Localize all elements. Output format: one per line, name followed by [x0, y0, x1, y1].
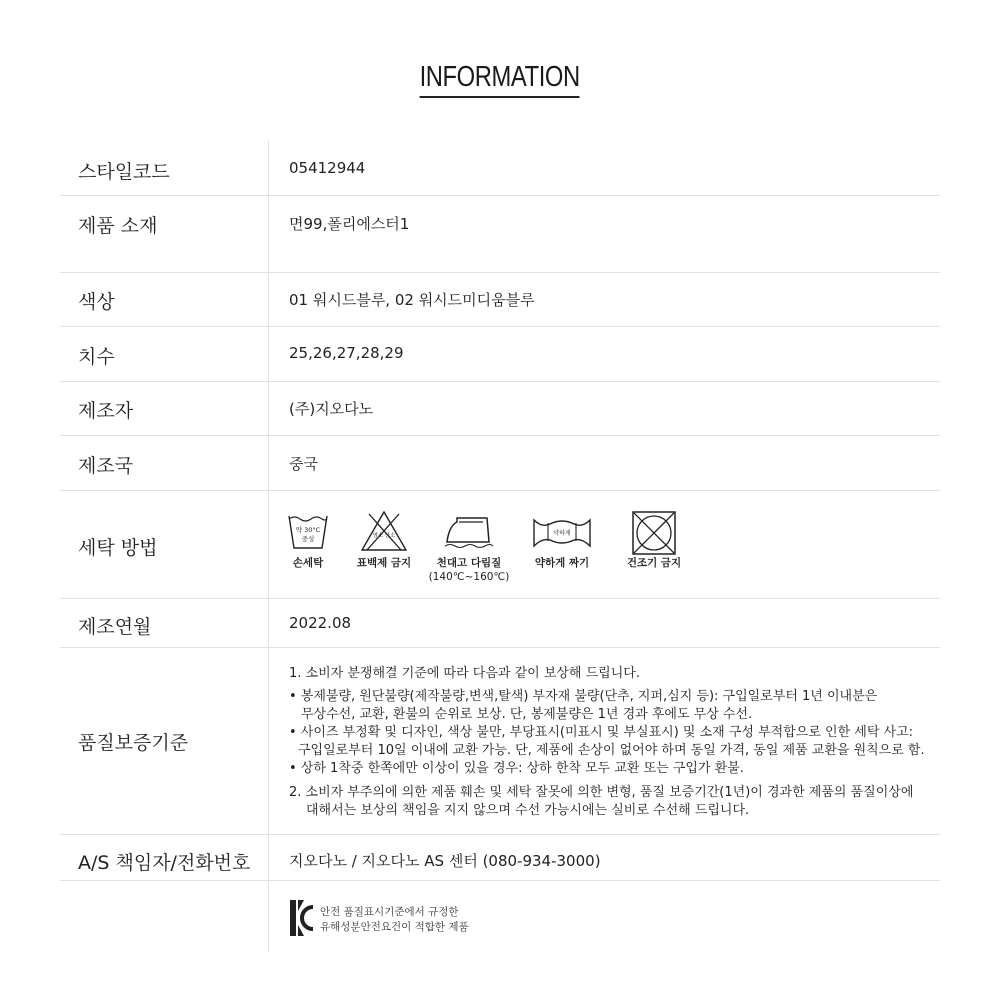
- country-label: 제조국: [78, 455, 134, 477]
- chlorine-text: 염소: [372, 533, 384, 539]
- row-divider: [60, 326, 940, 327]
- material-label: 제품 소재: [78, 215, 158, 237]
- color-value: 01 워시드블루, 02 워시드미디움블루: [289, 291, 535, 309]
- no-tumble-dry-icon: [629, 510, 679, 556]
- as-label: A/S 책임자/전화번호: [78, 852, 251, 874]
- quality-label: 품질보증기준: [78, 732, 189, 754]
- gentle-wring-caption: 약하게 짜기: [534, 557, 590, 569]
- hand-wash-caption: 손세탁: [292, 557, 324, 569]
- kc-certification-icon: [289, 899, 315, 941]
- row-divider: [60, 880, 940, 881]
- quality-line-1: 1. 소비자 분쟁해결 기준에 따라 다음과 같이 보상해 드립니다.: [289, 666, 640, 681]
- row-divider: [60, 490, 940, 491]
- column-divider: [268, 140, 269, 952]
- style-code-value: 05412944: [289, 159, 366, 177]
- quality-line-5: 구입일로부터 10일 이내에 교환 가능. 단, 제품에 손상이 없어야 하며 동일 가격, 동일 제품 교환을 원칙으로 함.: [298, 743, 925, 758]
- date-value: 2022.08: [289, 614, 352, 632]
- manufacturer-label: 제조자: [78, 400, 134, 422]
- kc-line-1: 안전 품질표시기준에서 규정한: [320, 906, 459, 918]
- size-label: 치수: [78, 346, 115, 368]
- gentle-wring: [526, 510, 598, 570]
- quality-line-3: 무상수선, 교환, 환불의 순위로 보상. 단, 봉제불량은 1년 경과 후에도 무상 수선.: [301, 707, 753, 722]
- no-bleach-caption: 표백제 금지: [356, 557, 412, 569]
- iron-caption: 천대고 다림질: [436, 557, 502, 569]
- row-divider: [60, 195, 940, 196]
- row-divider: [60, 834, 940, 835]
- date-label: 제조연월: [78, 616, 152, 638]
- quality-line-4: • 사이즈 부정확 및 디자인, 색상 불만, 부당표시(미표시 및 부실표시) 및 소재 구성 부적합으로 인한 세탁 사고:: [289, 725, 914, 740]
- iron: [428, 510, 510, 584]
- kc-line-2: 유해성분안전요건이 적합한 제품: [320, 921, 469, 933]
- title-text: INFORMATION: [420, 60, 580, 98]
- quality-line-2: • 봉제불량, 원단불량(제작불량,변색,탈색) 부자재 불량(단추, 지퍼,심지 등): 구입일로부터 1년 이내분은: [289, 689, 878, 704]
- style-code-label: 스타일코드: [78, 161, 170, 183]
- gentle-text: 약하게: [553, 530, 571, 537]
- row-divider: [60, 381, 940, 382]
- hand-wash: [280, 510, 336, 570]
- no-tumble-dry: [618, 510, 690, 570]
- row-divider: [60, 272, 940, 273]
- hand-wash-neutral: 중성: [301, 535, 315, 543]
- row-divider: [60, 647, 940, 648]
- no-bleach: [352, 510, 416, 570]
- quality-line-8: 대해서는 보상의 책임을 지지 않으며 수선 가능시에는 실비로 수선해 드립니다.: [306, 803, 750, 818]
- hand-wash-icon: [286, 510, 330, 552]
- kc-text: [320, 905, 469, 935]
- no-tumble-dry-caption: 건조기 금지: [626, 557, 682, 569]
- size-value: 25,26,27,28,29: [289, 344, 404, 362]
- hand-wash-temp: 약 30°C: [295, 526, 321, 534]
- washing-label: 세탁 방법: [78, 537, 158, 559]
- page-title: [0, 60, 1000, 98]
- row-divider: [60, 435, 940, 436]
- washing-icons: [280, 510, 720, 600]
- country-value: 중국: [289, 455, 318, 473]
- oxygen-text: 산소: [384, 533, 396, 539]
- color-label: 색상: [78, 291, 115, 313]
- material-value: 면99,폴리에스터1: [289, 215, 410, 233]
- as-value: 지오다노 / 지오다노 AS 센터 (080-934-3000): [289, 852, 601, 870]
- no-bleach-icon: [359, 510, 409, 552]
- quality-line-7: 2. 소비자 부주의에 의한 제품 훼손 및 세탁 잘못에 의한 변형, 품질 보증기간(1년)이 경과한 제품의 품질이상에: [289, 785, 914, 800]
- gentle-wring-icon: [530, 510, 594, 552]
- quality-line-6: • 상하 1착중 한쪽에만 이상이 있을 경우: 상하 한착 모두 교환 또는 구입가 환불.: [289, 761, 744, 776]
- iron-icon: [441, 510, 497, 552]
- manufacturer-value: (주)지오다노: [289, 400, 374, 418]
- iron-temp: (140℃~160℃): [428, 571, 510, 583]
